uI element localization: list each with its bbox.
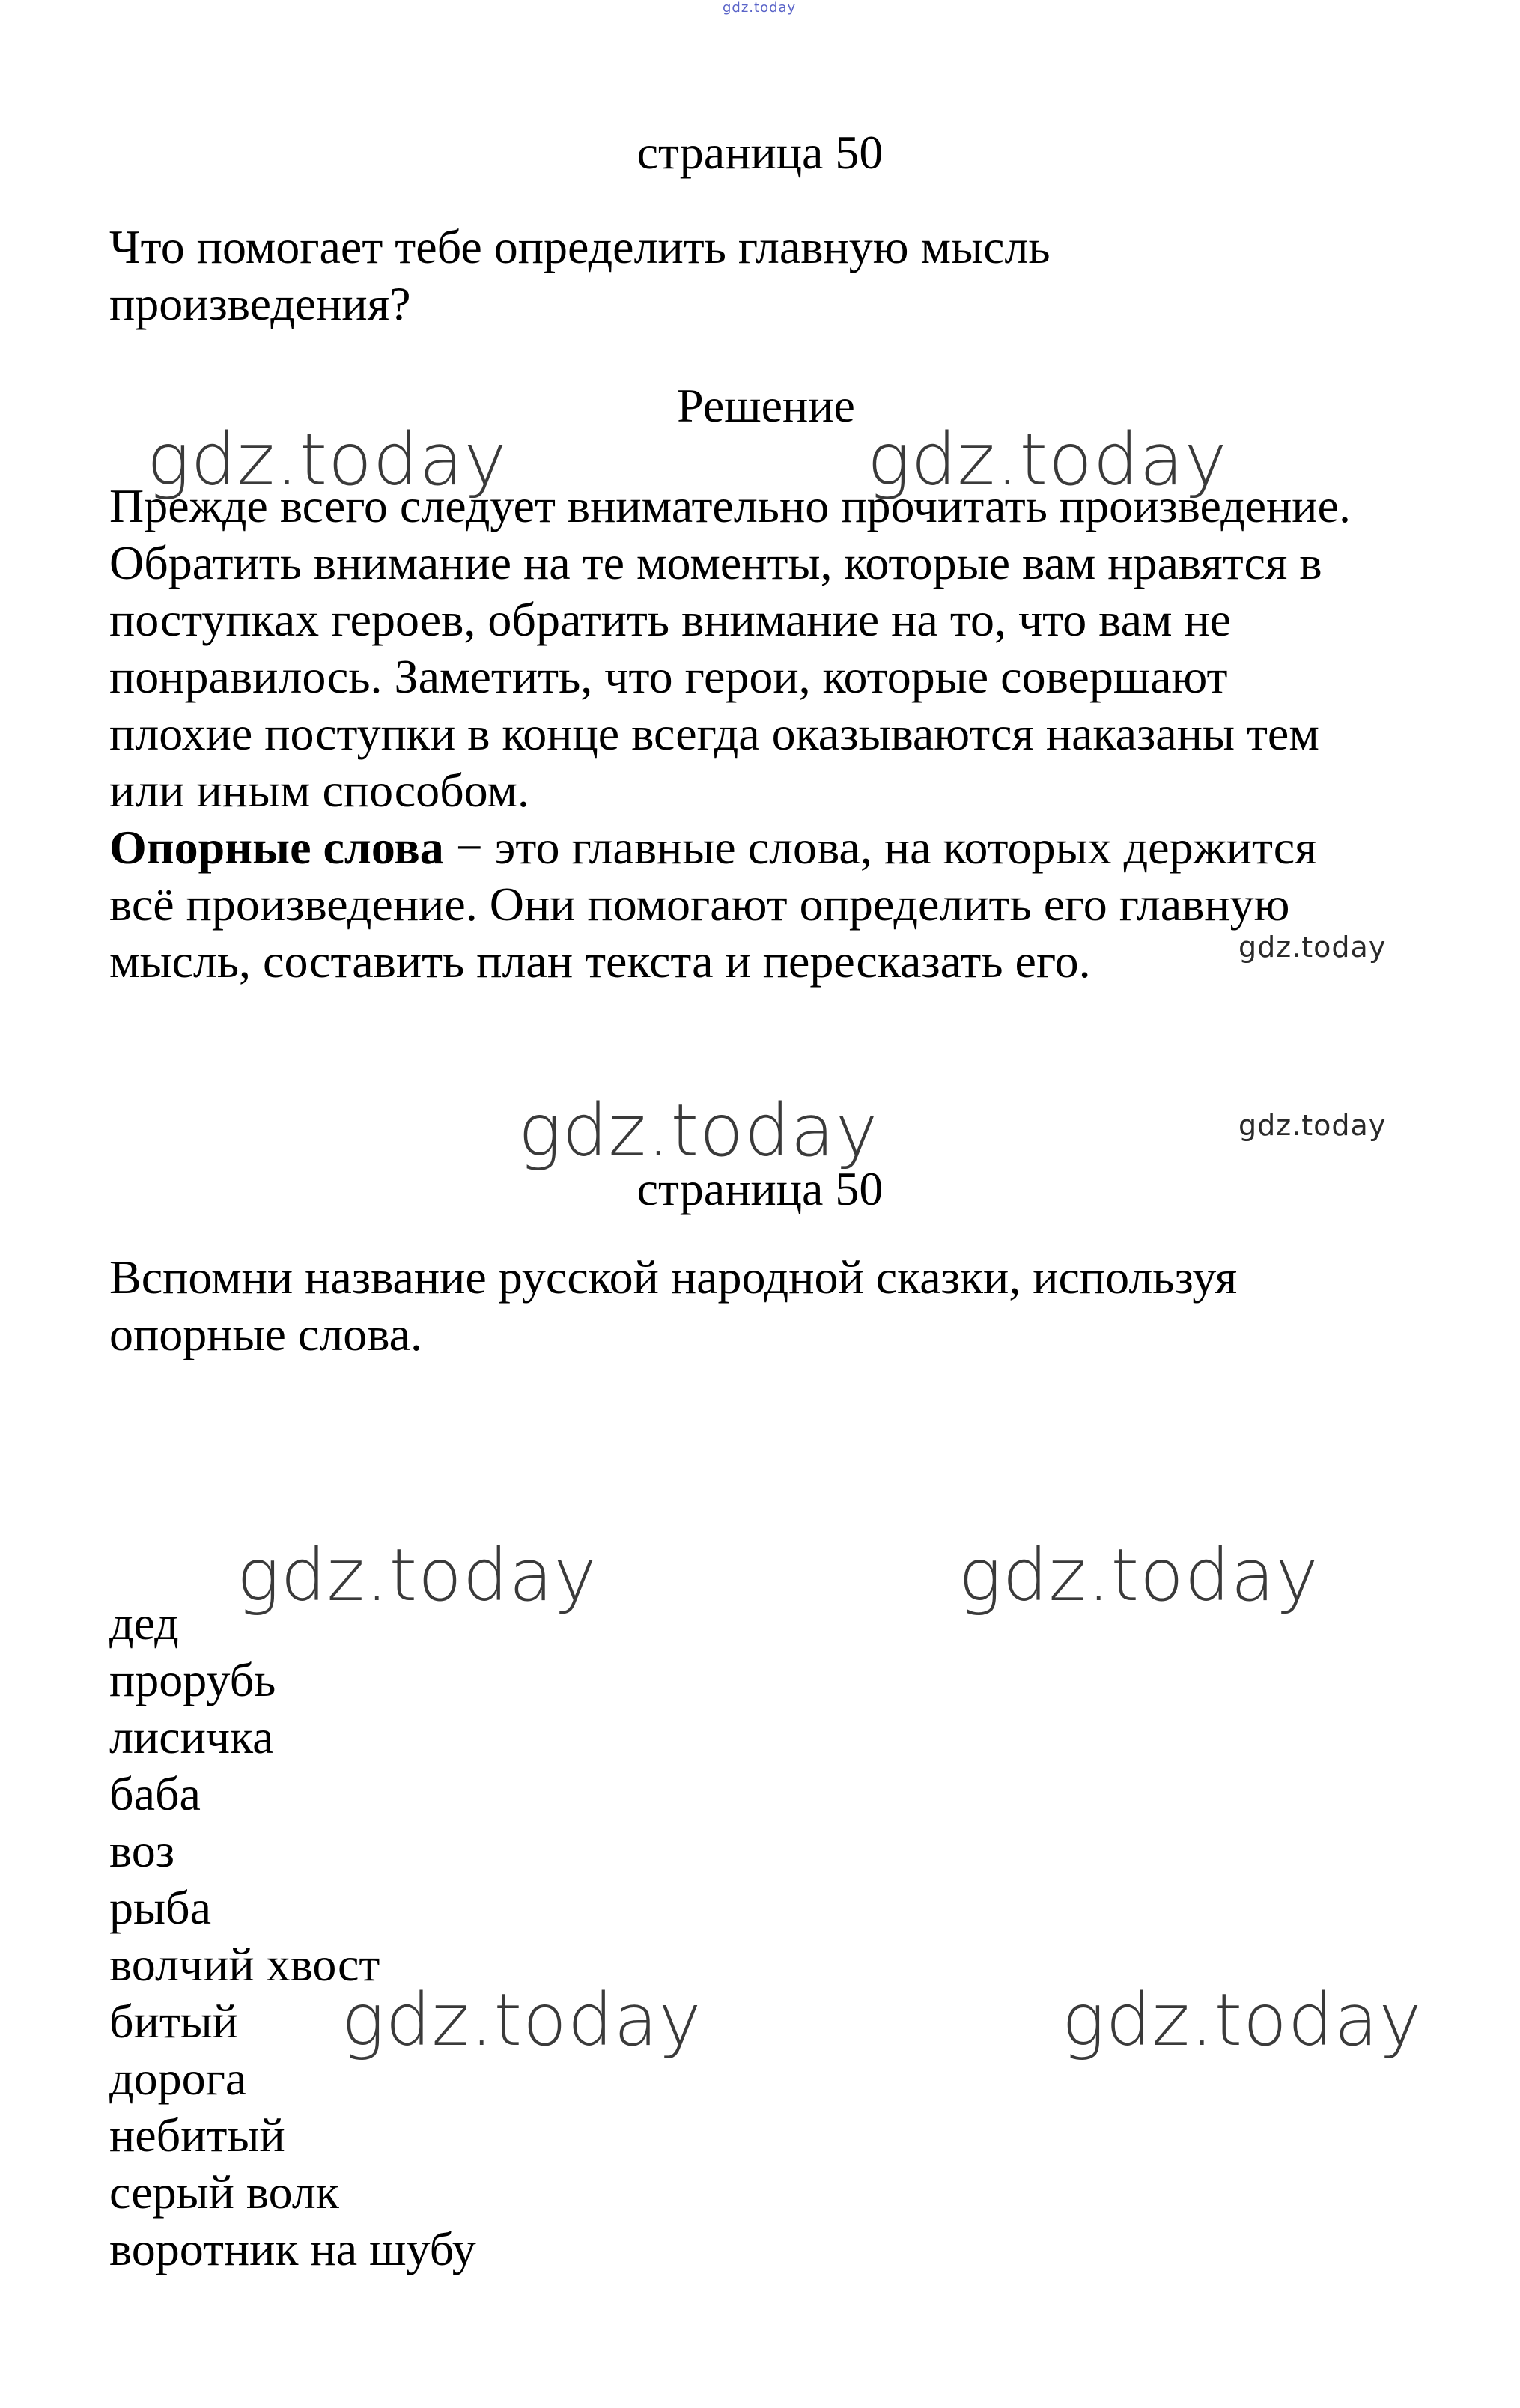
list-item: прорубь (109, 1653, 276, 1706)
watermark: gdz.today (147, 418, 508, 502)
list-item: небитый (109, 2108, 285, 2162)
definition-line: всё произведение. Они помогают определить его главную (109, 878, 1290, 931)
list-item: баба (109, 1767, 201, 1820)
list-item: рыба (109, 1881, 211, 1934)
page-label-1: страница 50 (636, 126, 884, 179)
watermark-small: gdz.today (1238, 1109, 1387, 1142)
list-item: дорога (109, 2052, 247, 2105)
definition-rest: − это главные слова, на которых держится (443, 821, 1317, 874)
question-1 (109, 219, 1051, 332)
definition-line: мысль, составить план текста и пересказать его. (109, 934, 1091, 988)
list-item: воротник на шубу (109, 2222, 476, 2275)
list-item: волчий хвост (109, 1938, 380, 1991)
answer-line: плохие поступки в конце всегда оказываются наказаны тем (109, 707, 1319, 760)
answer-line: поступках героев, обратить внимание на то, что вам не (109, 593, 1232, 646)
watermark: gdz.today (518, 1089, 879, 1173)
question-2-line: Вспомни название русской народной сказки, используя (109, 1250, 1238, 1304)
list-item: дед (109, 1596, 179, 1650)
answer-line: Прежде всего следует внимательно прочитать произведение. (109, 479, 1351, 532)
watermark: gdz.today (867, 418, 1228, 502)
definition-term: Опорные слова (109, 821, 444, 874)
watermark: gdz.today (958, 1533, 1319, 1617)
definition-line (109, 819, 1351, 876)
solution-label: Решение (677, 379, 855, 432)
page-label-2: страница 50 (636, 1162, 884, 1215)
support-words-list (109, 1595, 476, 2278)
question-2 (109, 1249, 1237, 1363)
list-item: воз (109, 1824, 175, 1877)
watermark: gdz.today (1062, 1978, 1423, 2062)
watermark-top: gdz.today (723, 0, 797, 16)
answer-text (109, 478, 1351, 990)
question-2-line: опорные слова. (109, 1307, 423, 1360)
list-item: битый (109, 1995, 239, 2048)
watermark: gdz.today (237, 1533, 598, 1617)
answer-line: Обратить внимание на те моменты, которые вам нравятся в (109, 536, 1322, 589)
watermark: gdz.today (341, 1978, 702, 2062)
list-item: серый волк (109, 2165, 339, 2219)
answer-line: или иным способом. (109, 764, 529, 817)
question-1-line: Что помогает тебе определить главную мысль (109, 220, 1051, 273)
question-1-line: произведения? (109, 277, 411, 330)
watermark-small: gdz.today (1238, 931, 1387, 964)
list-item: лисичка (109, 1710, 274, 1763)
answer-line: понравилось. Заметить, что герои, которые совершают (109, 650, 1228, 703)
